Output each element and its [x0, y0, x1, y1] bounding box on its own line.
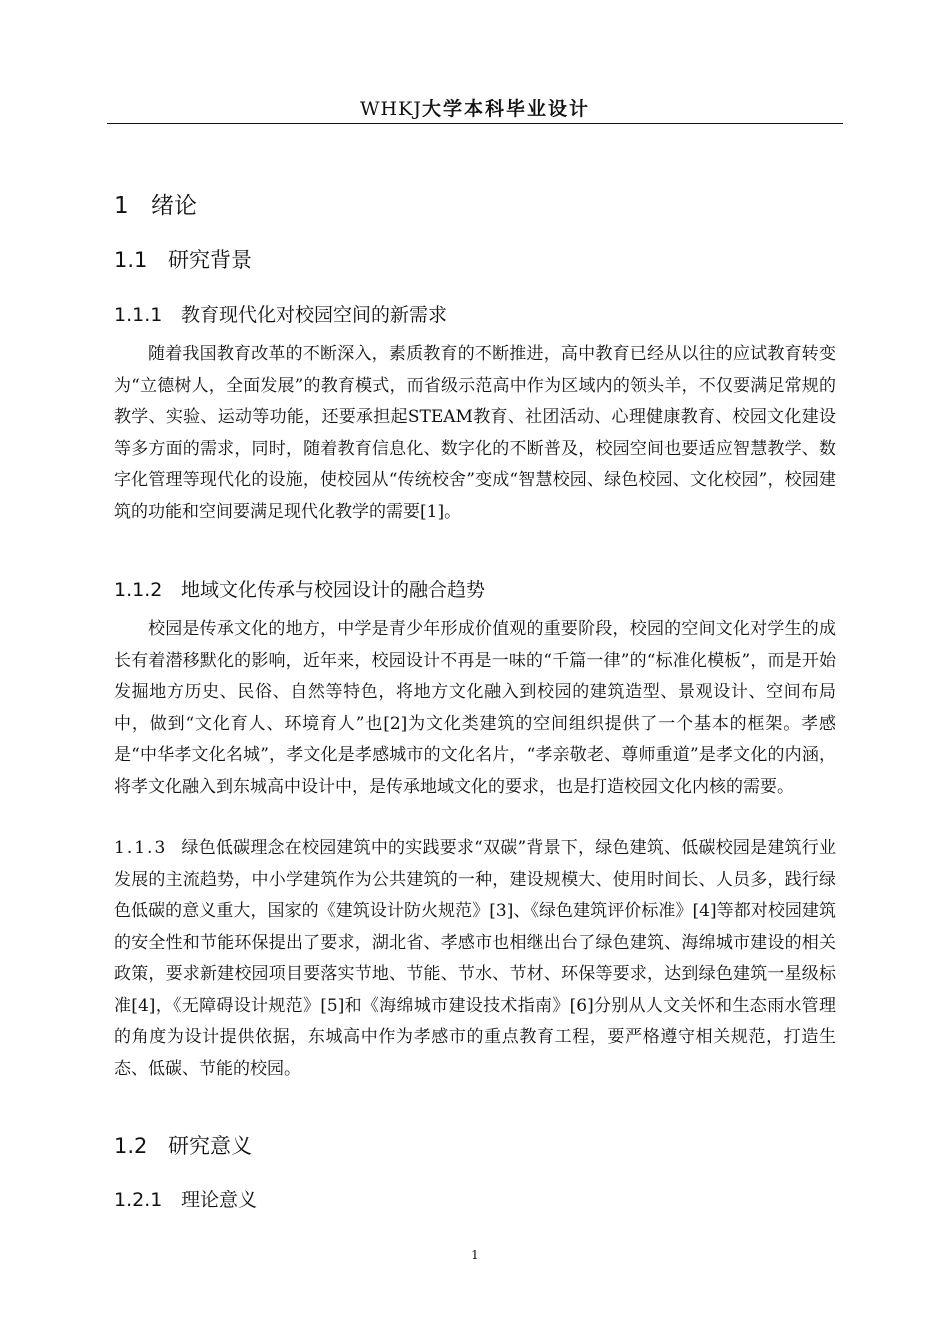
- section-title: 研究背景: [168, 248, 252, 272]
- subsection-title: 教育现代化对校园空间的新需求: [181, 304, 448, 326]
- subsection-heading: [114, 1185, 257, 1212]
- chapter-title: 绪论: [151, 193, 197, 219]
- section-heading: [114, 1130, 252, 1160]
- paragraph-regional-culture: 校园是传承文化的地方，中学是青少年形成价值观的重要阶段，校园的空间文化对学生的成长有着潜移默化的影响，近年来，校园设计不再是一味的“千篇一律”的“标准化模板”，而是开始发掘地方历史、民俗、自然等特色，将地方文化融入到校园的建筑造型、景观设计、空间布局中，做到“文化育人、环境育人”也[2]为文化类建筑的空间组织提供了一个基本的框架。孝感是“中华孝文化名城”，孝文化是孝感城市的文化名片，“孝亲敬老、尊师重道”是孝文化的内涵，将孝文化融入到东城高中设计中，是传承地域文化的要求，也是打造校园文化内核的需要。: [114, 619, 836, 797]
- section-title: 研究意义: [168, 1134, 252, 1158]
- paragraph-green-low-carbon: [114, 833, 836, 1085]
- subsection-title: 理论意义: [181, 1189, 258, 1211]
- chapter-heading: [114, 187, 197, 220]
- subsection-heading: [114, 300, 447, 327]
- paragraph-text: 绿色低碳理念在校园建筑中的实践要求“双碳”背景下，绿色建筑、低碳校园是建筑行业发展的主流趋势，中小学建筑作为公共建筑的一种，建设规模大、使用时间长、人员多，践行绿色低碳的意义重大，国家的《建筑设计防火规范》[3]、《绿色建筑评价标准》[4]等都对校园建筑的安全性和节能环保提出了要求，湖北省、孝感市也相继出台了绿色建筑、海绵城市建设的相关政策，要求新建校园项目要落实节地、节能、节水、节材、环保等要求，达到绿色建筑一星级标准[4]，《无障碍设计规范》[5]和《海绵城市建设技术指南》[6]分别从人文关怀和生态雨水管理的角度为设计提供依据，东城高中作为孝感市的重点教育工程，要严格遵守相关规范，打造生态、低碳、节能的校园。: [114, 838, 836, 1079]
- subsection-heading: [114, 575, 485, 602]
- subsection-title: 地域文化传承与校园设计的融合趋势: [181, 579, 486, 601]
- paragraph-education-modernization: 随着我国教育改革的不断深入，素质教育的不断推进，高中教育已经从以往的应试教育转变为“立德树人，全面发展”的教育模式，而省级示范高中作为区域内的领头羊，不仅要满足常规的教学、实验、运动等功能，还要承担起STEAM教育、社团活动、心理健康教育、校园文化建设等多方面的需求，同时，随着教育信息化、数字化的不断普及，校园空间也要适应智慧教学、数字化管理等现代化的设施，使校园从“传统校舍”变成“智慧校园、绿色校园、文化校园”，校园建筑的功能和空间要满足现代化教学的需要[1]。: [114, 344, 836, 522]
- section-number: 1.2: [114, 1134, 148, 1158]
- inline-section-number: 1.1.3: [114, 838, 168, 858]
- chapter-number: 1: [114, 193, 129, 219]
- header-prefix: WHKJ: [360, 98, 422, 120]
- page-header: [107, 94, 843, 121]
- section-heading: [114, 244, 252, 274]
- subsection-number: 1.1.1: [114, 304, 163, 326]
- subsection-number: 1.2.1: [114, 1189, 163, 1211]
- header-rule: [107, 123, 843, 124]
- section-number: 1.1: [114, 248, 148, 272]
- page-number: 1: [471, 1248, 479, 1262]
- header-title: 大学本科毕业设计: [421, 98, 590, 120]
- subsection-number: 1.1.2: [114, 579, 163, 601]
